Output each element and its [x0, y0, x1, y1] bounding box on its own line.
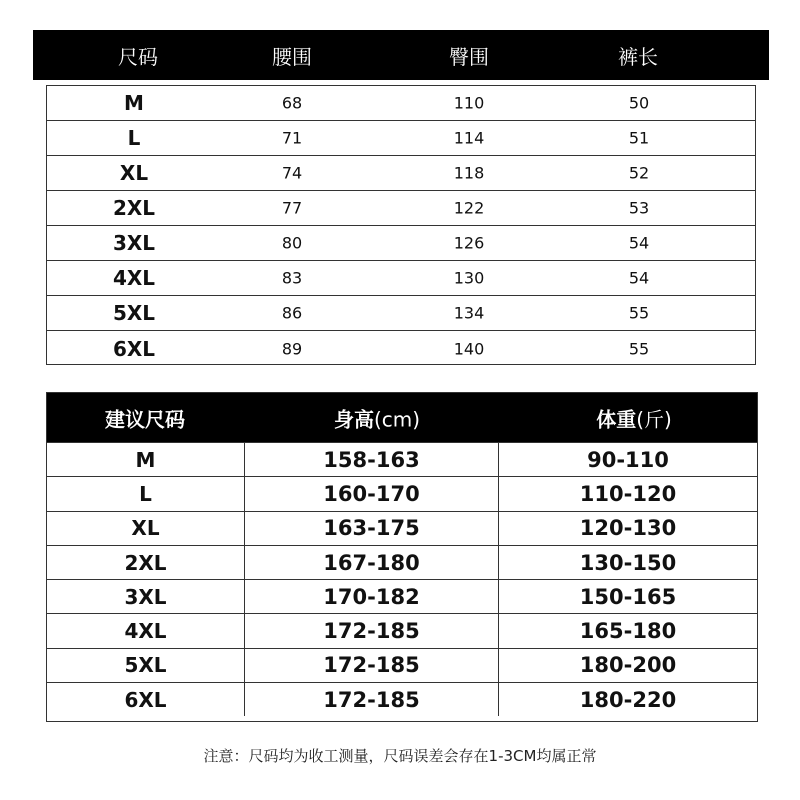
weight-cell: 150-165 — [579, 584, 677, 609]
height-cell: 158-163 — [245, 443, 499, 476]
height-cell: 172-185 — [245, 683, 499, 716]
header-hip: 臀围 — [449, 44, 489, 69]
table-row — [47, 331, 755, 366]
table-row — [47, 545, 757, 579]
waist-cell: 68 — [281, 93, 303, 113]
size-cell: 3XL — [47, 580, 245, 613]
size-cell: L — [127, 126, 141, 150]
table-row — [47, 156, 755, 191]
waist-cell: 80 — [281, 233, 303, 253]
length-cell: 55 — [628, 303, 650, 323]
weight-cell: 180-200 — [579, 653, 677, 678]
hip-cell: 130 — [453, 268, 485, 288]
table-row — [47, 579, 757, 613]
size-cell: L — [47, 477, 245, 510]
weight-cell: 90-110 — [587, 447, 669, 472]
weight-cell: 120-130 — [579, 516, 677, 541]
size-cell: 5XL — [47, 649, 245, 682]
header-weight-unit: (斤) — [636, 407, 672, 431]
table-row — [47, 476, 757, 510]
size-cell: 5XL — [112, 301, 156, 325]
weight-cell: 165-180 — [579, 619, 677, 644]
length-cell: 52 — [628, 163, 650, 183]
table-row — [47, 648, 757, 682]
header-weight — [596, 403, 672, 432]
size-cell: 4XL — [47, 614, 245, 647]
table-row — [47, 226, 755, 261]
hip-cell: 118 — [453, 163, 485, 183]
size-cell: 6XL — [47, 683, 245, 716]
weight-cell: 110-120 — [579, 481, 677, 506]
length-cell: 50 — [628, 93, 650, 113]
height-cell: 160-170 — [245, 477, 499, 510]
length-cell: 55 — [628, 339, 650, 358]
recommend-table — [46, 392, 758, 722]
size-table-body — [46, 85, 756, 365]
size-cell: M — [47, 443, 245, 476]
length-cell: 53 — [628, 198, 650, 218]
hip-cell: 114 — [453, 128, 485, 148]
height-cell: 172-185 — [245, 649, 499, 682]
size-cell: M — [124, 91, 144, 115]
size-cell: 2XL — [112, 196, 156, 220]
size-cell: 3XL — [112, 231, 156, 255]
waist-cell: 77 — [281, 198, 303, 218]
size-cell: 2XL — [47, 546, 245, 579]
hip-cell: 140 — [453, 339, 485, 358]
table-row — [47, 511, 757, 545]
length-cell: 54 — [628, 233, 650, 253]
weight-cell: 130-150 — [579, 550, 677, 575]
measurement-note: 注意：尺码均为收工测量，尺码误差会存在1-3CM均属正常 — [203, 747, 597, 765]
size-cell: 6XL — [112, 336, 156, 361]
header-length: 裤长 — [618, 44, 658, 69]
size-table-header — [33, 30, 769, 80]
recommend-table-header — [47, 393, 757, 442]
waist-cell: 86 — [281, 303, 303, 323]
header-recommended-size: 建议尺码 — [105, 407, 185, 431]
length-cell: 54 — [628, 268, 650, 288]
length-cell: 51 — [628, 128, 650, 148]
table-row — [47, 296, 755, 331]
hip-cell: 134 — [453, 303, 485, 323]
size-cell: XL — [119, 161, 149, 185]
size-cell: XL — [47, 512, 245, 545]
waist-cell: 89 — [281, 339, 303, 358]
height-cell: 167-180 — [245, 546, 499, 579]
table-row — [47, 613, 757, 647]
header-size: 尺码 — [118, 44, 158, 69]
header-height — [334, 403, 420, 432]
height-cell: 163-175 — [245, 512, 499, 545]
hip-cell: 122 — [453, 198, 485, 218]
header-height-label: 身高 — [333, 407, 374, 431]
waist-cell: 71 — [281, 128, 303, 148]
table-row — [47, 261, 755, 296]
height-cell: 172-185 — [245, 614, 499, 647]
size-cell: 4XL — [112, 266, 156, 290]
table-row — [47, 191, 755, 226]
table-row — [47, 121, 755, 156]
table-row — [47, 682, 757, 716]
header-height-unit: (cm) — [373, 407, 421, 431]
table-row — [47, 442, 757, 476]
waist-cell: 74 — [281, 163, 303, 183]
header-waist: 腰围 — [272, 44, 312, 69]
hip-cell: 110 — [453, 93, 485, 113]
hip-cell: 126 — [453, 233, 485, 253]
header-weight-label: 体重 — [596, 407, 637, 431]
height-cell: 170-182 — [245, 580, 499, 613]
table-row — [47, 86, 755, 121]
waist-cell: 83 — [281, 268, 303, 288]
weight-cell: 180-220 — [579, 687, 677, 712]
